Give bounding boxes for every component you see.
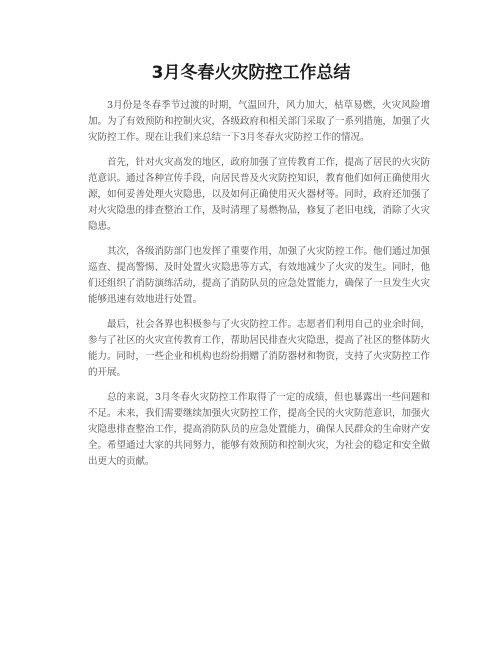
document-title: 3月冬春火灾防控工作总结 <box>151 63 351 83</box>
document-body <box>88 98 430 479</box>
paragraph-conclusion: 总的来说，3月冬春火灾防控工作取得了一定的成绩，但也暴露出一些问题和不足。未来，我们需要继续加强火灾防控工作，提高全民的火灾防范意识，加强火灾隐患排查整治工作，提高消防队员的应急处置能力，确保人民群众的生命财产安全。希望通过大家的共同努力，能够有效预防和控制火灾，为社会的稳定和安全做出更大的贡献。 <box>88 392 431 467</box>
paragraph-government: 首先，针对火灾高发的地区，政府加强了宣传教育工作，提高了居民的火灾防范意识。通过各种宣传手段，向居民普及火灾防控知识，教育他们如何正确使用火源，如何妥善处理火灾隐患，以及如何正确使用灭火器材等。同时，政府还加强了对火灾隐患的排查整治工作，及时清理了易燃物品，修复了老旧电线，消除了火灾隐患。 <box>88 157 431 232</box>
paragraph-intro: 3月份是冬春季节过渡的时期，气温回升，风力加大，枯草易燃，火灾风险增加。为了有效预防和控制火灾，各级政府和相关部门采取了一系列措施，加强了火灾防控工作。现在让我们来总结一下3月冬春火灾防控工作的情况。 <box>88 100 431 143</box>
paragraph-fire-department: 其次，各级消防部门也发挥了重要作用，加强了火灾防控工作。他们通过加强巡查、提高警惕、及时处置火灾隐患等方式，有效地减少了火灾的发生。同时，他们还组织了消防演练活动，提高了消防队员的应急处置能力，确保了一旦发生火灾能够迅速有效地进行处置。 <box>88 246 431 305</box>
paragraph-society: 最后，社会各界也积极参与了火灾防控工作。志愿者们利用自己的业余时间，参与了社区的火灾宣传教育工作，帮助居民排查火灾隐患，提高了社区的整体防火能力。同时，一些企业和机构也纷纷捐赠了消防器材和物资，支持了火灾防控工作的开展。 <box>88 319 431 378</box>
